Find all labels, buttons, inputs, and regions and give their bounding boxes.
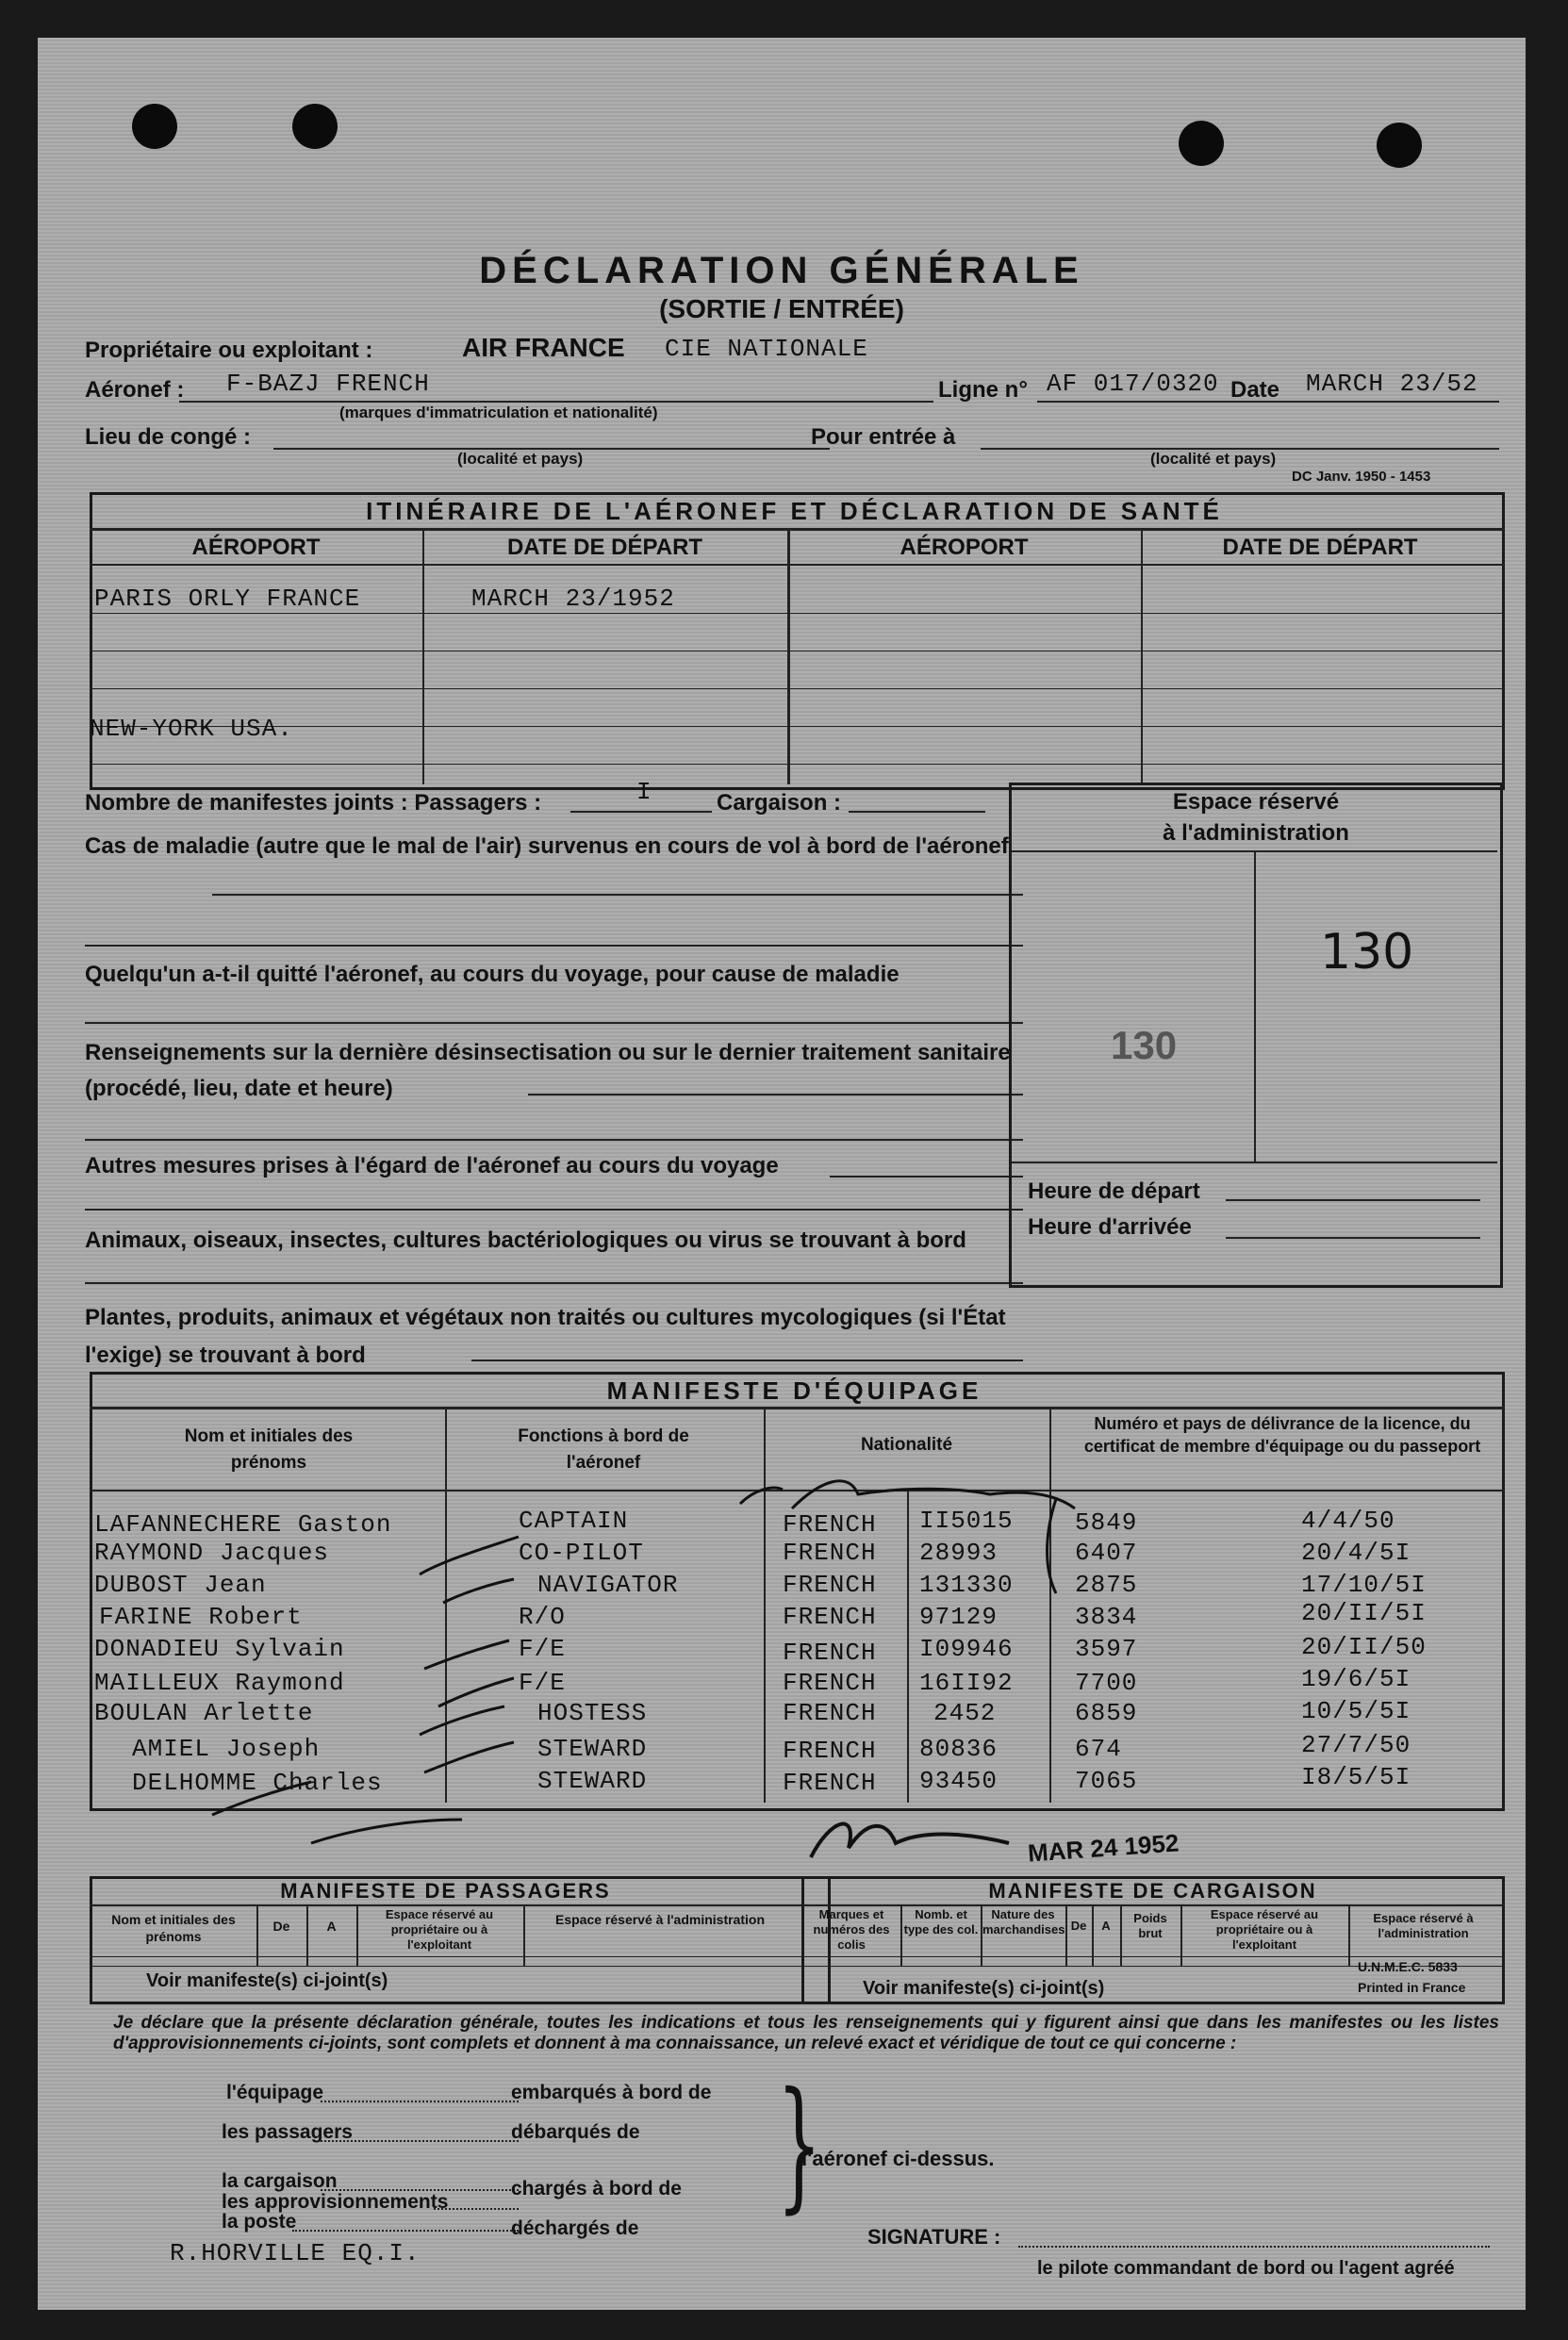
crew-nationality: FRENCH <box>783 1571 877 1599</box>
manifests-passengers: I <box>636 778 652 806</box>
received-date-stamp: MAR 24 1952 <box>1027 1828 1180 1868</box>
crew-date: 27/7/50 <box>1301 1731 1411 1759</box>
passenger-header-admin: Espace réservé à l'administration <box>555 1912 765 1927</box>
cargo-header-count: Nomb. et type des col. <box>903 1907 979 1936</box>
arrival-time-label: Heure d'arrivée <box>1028 1214 1192 1240</box>
cargo-header-owner: Espace réservé au propriétaire ou à l'exploitant <box>1210 1907 1319 1952</box>
crew-number: 2452 <box>933 1699 997 1727</box>
crew-license: 3834 <box>1075 1603 1138 1631</box>
crew-name: MAILLEUX Raymond <box>94 1669 345 1697</box>
declaration-cargo: la cargaison <box>222 2170 338 2192</box>
declaration-passengers: les passagers <box>222 2121 353 2143</box>
aircraft-note: (marques d'immatriculation et nationalité) <box>339 404 658 421</box>
crew-nationality: FRENCH <box>783 1669 877 1697</box>
itinerary-title: ITINÉRAIRE DE L'AÉRONEF ET DÉCLARATION DE SANTÉ <box>366 497 1223 525</box>
crew-nationality: FRENCH <box>783 1639 877 1667</box>
owner-label: Propriétaire ou exploitant : <box>85 338 373 363</box>
itinerary-airport-2: NEW-YORK USA. <box>90 715 293 743</box>
entry-label: Pour entrée à <box>811 424 956 450</box>
signer-name: R.HORVILLE EQ.I. <box>170 2239 421 2267</box>
date-value: MARCH 23/52 <box>1306 370 1478 398</box>
crew-license: 674 <box>1075 1735 1122 1763</box>
crew-nationality: FRENCH <box>783 1699 877 1727</box>
passenger-see-attached: Voir manifeste(s) ci-joint(s) <box>146 1970 388 1991</box>
crew-name: LAFANNECHERE Gaston <box>94 1510 392 1539</box>
declaration-loaded: chargés à bord de <box>511 2178 682 2200</box>
cargo-header-marks: Marques et numéros des colis <box>813 1907 890 1952</box>
itinerary-airport-1: PARIS ORLY FRANCE <box>94 585 361 613</box>
declaration-supplies: les approvisionnements <box>222 2191 449 2213</box>
declaration-aircraft-ref: l'aéronef ci-dessus. <box>801 2147 995 2170</box>
crew-nationality: FRENCH <box>783 1769 877 1797</box>
itinerary-header-date-1: DATE DE DÉPART <box>506 535 703 560</box>
crew-nationality: FRENCH <box>783 1737 877 1765</box>
cargo-header-from: De <box>1070 1919 1087 1933</box>
declaration-disembarked: débarqués de <box>511 2121 640 2143</box>
crew-header-role: Fonctions à bord de l'aéronef <box>518 1426 689 1473</box>
crew-nationality: FRENCH <box>783 1603 877 1631</box>
itinerary-header-date-2: DATE DE DÉPART <box>1222 535 1418 560</box>
crew-name: DONADIEU Sylvain <box>94 1635 345 1663</box>
crew-license: 7065 <box>1075 1767 1138 1795</box>
cargo-see-attached: Voir manifeste(s) ci-joint(s) <box>863 1978 1105 1999</box>
crew-name: DELHOMME Charles <box>132 1769 383 1797</box>
crew-date: 20/4/5I <box>1301 1539 1411 1567</box>
crew-license: 7700 <box>1075 1669 1138 1697</box>
crew-header-license: Numéro et pays de délivrance de la licence, du certificat de membre d'équipage ou du passeport <box>1083 1414 1481 1456</box>
cargo-header-weight: Poids brut <box>1133 1911 1167 1940</box>
entry-note: (localité et pays) <box>1150 450 1277 468</box>
crew-license: 6859 <box>1075 1699 1138 1727</box>
crew-license: 2875 <box>1075 1571 1138 1599</box>
declaration-crew: l'équipage <box>226 2082 324 2103</box>
crew-number: 16II92 <box>919 1669 1014 1697</box>
passenger-header-from: De <box>272 1919 290 1934</box>
line-label: Ligne n° <box>938 377 1028 403</box>
declaration-brace: } <box>776 2063 822 2227</box>
admin-stamp-left: 130 <box>1111 1023 1178 1067</box>
crew-date: 4/4/50 <box>1301 1507 1395 1535</box>
owner-typed: CIE NATIONALE <box>665 335 868 363</box>
signature-caption: le pilote commandant de bord ou l'agent agréé <box>1037 2258 1455 2279</box>
aircraft-label: Aéronef : <box>85 377 185 403</box>
health-question-3: Renseignements sur la dernière désinsectisation ou sur le dernier traitement sanitaire (procédé, lieu, date et heure) <box>85 1040 1011 1101</box>
crew-role: CAPTAIN <box>519 1507 629 1535</box>
cargo-reference: U.N.M.E.C. 5833 <box>1358 1959 1458 1974</box>
manifests-label: Nombre de manifestes joints : Passagers : <box>85 790 542 816</box>
passenger-manifest-title: MANIFESTE DE PASSAGERS <box>280 1879 611 1903</box>
crew-title: MANIFESTE D'ÉQUIPAGE <box>606 1376 982 1405</box>
crew-role: R/O <box>519 1603 566 1631</box>
crew-nationality: FRENCH <box>783 1510 877 1539</box>
declaration-unloaded: déchargés de <box>511 2217 639 2239</box>
crew-date: 10/5/5I <box>1301 1697 1411 1725</box>
cargo-header-to: A <box>1101 1919 1111 1933</box>
crew-name: BOULAN Arlette <box>94 1699 314 1727</box>
crew-name: AMIEL Joseph <box>132 1735 321 1763</box>
crew-number: II5015 <box>919 1507 1014 1535</box>
crew-name: FARINE Robert <box>99 1603 303 1631</box>
passenger-header-name: Nom et initiales des prénoms <box>111 1912 236 1944</box>
health-question-4: Autres mesures prises à l'égard de l'aéronef au cours du voyage <box>85 1153 779 1178</box>
crew-role: STEWARD <box>537 1767 648 1795</box>
form-sheet <box>38 38 1526 2310</box>
admin-title-1: Espace réservé <box>1172 789 1340 815</box>
signature-label: SIGNATURE : <box>867 2225 1001 2249</box>
crew-date: 20/II/5I <box>1301 1599 1427 1627</box>
health-question-2: Quelqu'un a-t-il quitté l'aéronef, au cours du voyage, pour cause de maladie <box>85 962 900 987</box>
crew-number: 80836 <box>919 1735 999 1763</box>
itinerary-header-airport-2: AÉROPORT <box>900 535 1029 560</box>
departure-place-note: (localité et pays) <box>457 450 584 468</box>
crew-header-nationality: Nationalité <box>860 1435 953 1455</box>
departure-time-label: Heure de départ <box>1028 1178 1200 1204</box>
crew-license: 5849 <box>1075 1508 1138 1537</box>
crew-role: STEWARD <box>537 1735 648 1763</box>
line-value: AF 017/0320 <box>1047 370 1219 398</box>
crew-name: RAYMOND Jacques <box>94 1539 330 1567</box>
cargo-count-label: Cargaison : <box>717 790 842 816</box>
health-question-1: Cas de maladie (autre que le mal de l'air) survenus en cours de vol à bord de l'aéronef <box>85 833 1009 859</box>
crew-number: 131330 <box>919 1571 1014 1599</box>
form-reference: DC Janv. 1950 - 1453 <box>1292 469 1431 485</box>
crew-date: 19/6/5I <box>1301 1665 1411 1693</box>
passenger-header-to: A <box>326 1919 337 1934</box>
cargo-header-nature: Nature des marchandises <box>982 1907 1065 1936</box>
date-label: Date <box>1230 377 1280 403</box>
crew-license: 3597 <box>1075 1635 1138 1663</box>
aircraft-value: F-BAZJ FRENCH <box>226 370 430 398</box>
crew-date: 20/II/50 <box>1301 1633 1427 1661</box>
health-question-6: Plantes, produits, animaux et végétaux non traités ou cultures mycologiques (si l'État l'exige) se trouvant à bord <box>85 1305 1006 1368</box>
admin-title-2: à l'administration <box>1163 820 1349 846</box>
itinerary-date-1: MARCH 23/1952 <box>471 585 675 613</box>
crew-nationality: FRENCH <box>783 1539 877 1567</box>
declaration-mail: la poste <box>222 2211 297 2233</box>
printed-in-france: Printed in France <box>1358 1980 1466 1995</box>
crew-date: 17/10/5I <box>1301 1571 1427 1599</box>
crew-date: I8/5/5I <box>1301 1763 1411 1791</box>
crew-role: CO-PILOT <box>519 1539 644 1567</box>
form-subtitle: (SORTIE / ENTRÉE) <box>659 294 904 323</box>
departure-place-label: Lieu de congé : <box>85 424 252 450</box>
cargo-header-admin: Espace réservé à l'administration <box>1373 1911 1474 1940</box>
crew-name: DUBOST Jean <box>94 1571 267 1599</box>
crew-header-name: Nom et initiales des prénoms <box>184 1426 354 1473</box>
crew-role: NAVIGATOR <box>537 1571 679 1599</box>
crew-role: F/E <box>519 1635 566 1663</box>
crew-license: 6407 <box>1075 1539 1138 1567</box>
itinerary-header-airport-1: AÉROPORT <box>191 535 321 560</box>
crew-number: 28993 <box>919 1539 999 1567</box>
crew-role: F/E <box>519 1669 566 1697</box>
owner-value: AIR FRANCE <box>462 333 625 362</box>
declaration-text: Je déclare que la présente déclaration générale, toutes les indications et tous les renseignements qui y figurent ainsi que dans les manifestes ou les listes d'approvisionnements ci-joints, sont complets et donnent à ma connaissance, un relevé exact et véridique de tout ce qui concerne : <box>113 2013 1499 2053</box>
crew-number: 97129 <box>919 1603 999 1631</box>
crew-number: 93450 <box>919 1767 999 1795</box>
crew-number: I09946 <box>919 1635 1014 1663</box>
cargo-manifest-title: MANIFESTE DE CARGAISON <box>988 1879 1317 1903</box>
passenger-header-owner: Espace réservé au propriétaire ou à l'exploitant <box>385 1907 494 1952</box>
crew-role: HOSTESS <box>537 1699 648 1727</box>
health-question-5: Animaux, oiseaux, insectes, cultures bactériologiques ou virus se trouvant à bord <box>85 1228 966 1253</box>
admin-stamp-right: 130 <box>1320 924 1414 980</box>
form-title: DÉCLARATION GÉNÉRALE <box>479 250 1084 291</box>
declaration-embarked: embarqués à bord de <box>511 2082 712 2103</box>
